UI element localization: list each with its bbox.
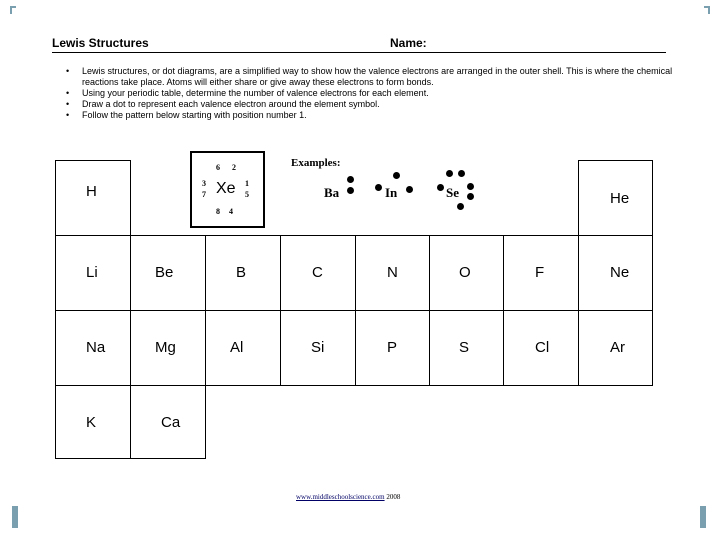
instruction-item: • Lewis structures, or dot diagrams, are a simplified way to show how the valence electrons are arranged in the outer shell. This is where the chemical reactions take place. Atoms will either share or give away these electrons to form bonds. <box>66 66 676 88</box>
corner-mark-top-right-vertical <box>708 6 710 14</box>
element-symbol: Al <box>230 339 244 356</box>
electron-dot <box>406 186 413 193</box>
element-cell-f[interactable] <box>503 235 579 311</box>
electron-dot <box>393 172 400 179</box>
position-4: 4 <box>229 207 233 216</box>
element-cell-ca[interactable] <box>130 385 206 459</box>
instruction-item: • Using your periodic table, determine the number of valence electrons for each element. <box>66 88 676 99</box>
example-symbol-in: In <box>385 185 398 200</box>
element-symbol: N <box>387 264 398 281</box>
element-cell-p[interactable] <box>355 310 430 386</box>
position-5: 5 <box>245 190 249 199</box>
element-cell-ne[interactable] <box>578 235 653 311</box>
element-cell-na[interactable] <box>55 310 131 386</box>
element-symbol: B <box>236 264 247 281</box>
footer-credit <box>296 493 400 501</box>
element-symbol: Ar <box>610 339 625 356</box>
element-symbol: Cl <box>535 339 550 356</box>
instruction-item: • Draw a dot to represent each valence electron around the element symbol. <box>66 99 676 110</box>
element-symbol: H <box>86 183 97 200</box>
electron-dot <box>347 187 354 194</box>
element-cell-s[interactable] <box>429 310 504 386</box>
element-cell-he[interactable] <box>578 160 653 236</box>
element-cell-ar[interactable] <box>578 310 653 386</box>
position-1: 1 <box>245 179 249 188</box>
element-symbol: C <box>312 264 323 281</box>
electron-dot <box>446 170 453 177</box>
electron-dot <box>457 203 464 210</box>
electron-dot <box>375 184 382 191</box>
element-symbol: F <box>535 264 545 281</box>
element-symbol: Mg <box>155 339 176 356</box>
element-symbol: O <box>459 264 471 281</box>
electron-dot <box>437 184 444 191</box>
name-label: Name: <box>390 36 427 50</box>
website-link[interactable]: www.middleschoolscience.com <box>296 493 385 501</box>
slide-bar-right <box>700 506 706 528</box>
page-title: Lewis Structures <box>52 36 149 50</box>
element-cell-n[interactable] <box>355 235 430 311</box>
position-7: 7 <box>202 190 206 199</box>
corner-mark-top-left-vertical <box>10 6 12 14</box>
element-cell-k[interactable] <box>55 385 131 459</box>
element-cell-be[interactable] <box>130 235 206 311</box>
electron-dot <box>467 193 474 200</box>
pattern-symbol: Xe <box>216 180 236 197</box>
element-symbol: Ca <box>161 414 181 431</box>
electron-dot <box>458 170 465 177</box>
footer-year: 2008 <box>386 493 401 501</box>
element-symbol: S <box>459 339 470 356</box>
element-symbol: Be <box>155 264 174 281</box>
element-symbol: Li <box>86 264 98 281</box>
example-symbol-se: Se <box>446 185 459 200</box>
slide-bar-left <box>12 506 18 528</box>
element-cell-o[interactable] <box>429 235 504 311</box>
element-cell-c[interactable] <box>280 235 356 311</box>
position-8: 8 <box>216 207 220 216</box>
element-cell-b[interactable] <box>205 235 281 311</box>
instructions-list <box>66 66 676 121</box>
element-cell-cl[interactable] <box>503 310 579 386</box>
element-cell-si[interactable] <box>280 310 356 386</box>
element-cell-al[interactable] <box>205 310 281 386</box>
position-6: 6 <box>216 163 220 172</box>
examples-label: Examples: <box>291 157 341 169</box>
position-3: 3 <box>202 179 206 188</box>
electron-dot <box>467 183 474 190</box>
element-cell-mg[interactable] <box>130 310 206 386</box>
element-symbol: Si <box>311 339 325 356</box>
element-symbol: K <box>86 414 97 431</box>
instruction-item: • Follow the pattern below starting with position number 1. <box>66 110 676 121</box>
element-symbol: Na <box>86 339 106 356</box>
element-cell-h[interactable] <box>55 160 131 236</box>
element-symbol: He <box>610 190 630 207</box>
position-2: 2 <box>232 163 236 172</box>
dot-pattern-box <box>190 151 265 228</box>
example-symbol-ba: Ba <box>324 185 340 200</box>
worksheet-header <box>52 36 666 53</box>
electron-dot <box>347 176 354 183</box>
element-symbol: P <box>387 339 398 356</box>
element-cell-li[interactable] <box>55 235 131 311</box>
element-symbol: Ne <box>610 264 630 281</box>
